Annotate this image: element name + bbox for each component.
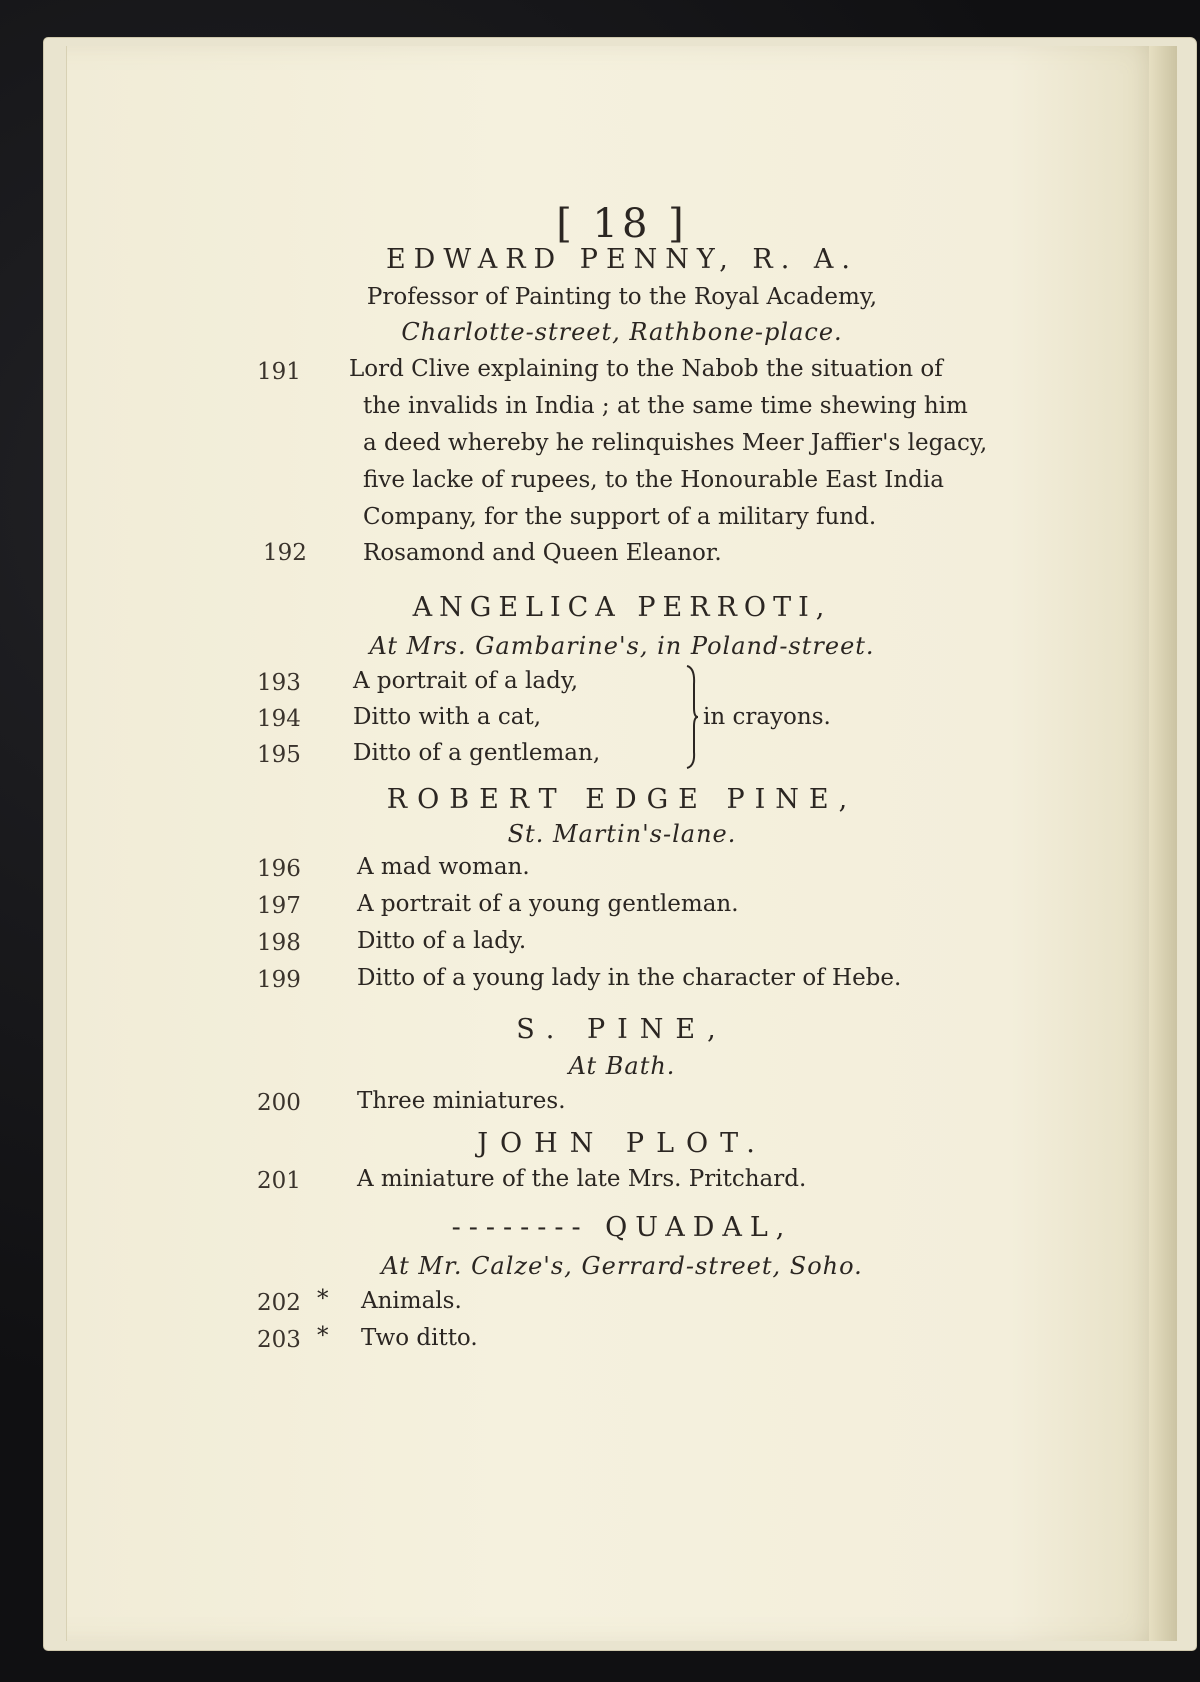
entry-number: 192 <box>263 540 307 566</box>
entry-number: 201 <box>257 1168 301 1194</box>
entry-text: Company, for the support of a military fund. <box>363 504 877 530</box>
entry-text: Ditto with a cat, <box>353 704 542 730</box>
bracket-note: in crayons. <box>703 704 831 730</box>
artist-name-john-plot: JOHN PLOT. <box>477 1128 767 1159</box>
artist-name-penny: EDWARD PENNY, R. A. <box>385 244 859 275</box>
book-page <box>66 46 1177 1641</box>
entry-number: 197 <box>257 893 301 919</box>
artist-address-robert-pine: St. Martin's-lane. <box>507 820 737 848</box>
artist-address-perroti: At Mrs. Gambarine's, in Poland-street. <box>369 632 875 660</box>
artist-name-robert-pine: ROBERT EDGE PINE, <box>386 784 858 815</box>
entry-text: Ditto of a lady. <box>357 928 527 954</box>
entry-text: Rosamond and Queen Eleanor. <box>363 540 722 566</box>
page-folio: [ 18 ] <box>556 201 688 247</box>
entry-text: Lord Clive explaining to the Nabob the situation of <box>349 356 943 382</box>
artist-address-penny: Charlotte-street, Rathbone-place. <box>401 318 843 346</box>
entry-text: A portrait of a young gentleman. <box>357 891 739 917</box>
entry-text: Ditto of a young lady in the character of Hebe. <box>357 965 902 991</box>
entry-number: 202 <box>257 1290 301 1316</box>
entry-mark: * <box>317 1323 329 1349</box>
artist-address-s-pine: At Bath. <box>568 1052 676 1080</box>
entry-text: Ditto of a gentleman, <box>353 740 601 766</box>
entry-number: 196 <box>257 856 301 882</box>
entry-number: 200 <box>257 1090 301 1116</box>
entry-text: A mad woman. <box>357 854 530 880</box>
entry-number: 194 <box>257 706 301 732</box>
entry-number: 203 <box>257 1327 301 1353</box>
entry-number: 199 <box>257 967 301 993</box>
entry-mark: * <box>317 1286 329 1312</box>
entry-text: the invalids in India ; at the same time shewing him <box>363 393 968 419</box>
entry-number: 191 <box>257 359 301 385</box>
entry-text: five lacke of rupees, to the Honourable East India <box>363 467 944 493</box>
artist-address-quadal: At Mr. Calze's, Gerrard-street, Soho. <box>381 1252 863 1280</box>
entry-text: A portrait of a lady, <box>353 668 579 694</box>
entry-text: Two ditto. <box>361 1325 478 1351</box>
entry-number: 193 <box>257 670 301 696</box>
curly-brace-icon <box>685 664 699 770</box>
artist-name-s-pine: S. PINE, <box>516 1014 728 1045</box>
entry-number: 195 <box>257 742 301 768</box>
entry-text: a deed whereby he relinquishes Meer Jaffier's legacy, <box>363 430 988 456</box>
artist-name-quadal: -------- QUADAL, <box>451 1212 793 1243</box>
entry-number: 198 <box>257 930 301 956</box>
artist-title-penny: Professor of Painting to the Royal Academy, <box>366 284 878 310</box>
entry-text: A miniature of the late Mrs. Pritchard. <box>357 1166 807 1192</box>
entry-text: Three miniatures. <box>357 1088 566 1114</box>
artist-name-perroti: ANGELICA PERROTI, <box>412 592 832 623</box>
entry-text: Animals. <box>361 1288 462 1314</box>
